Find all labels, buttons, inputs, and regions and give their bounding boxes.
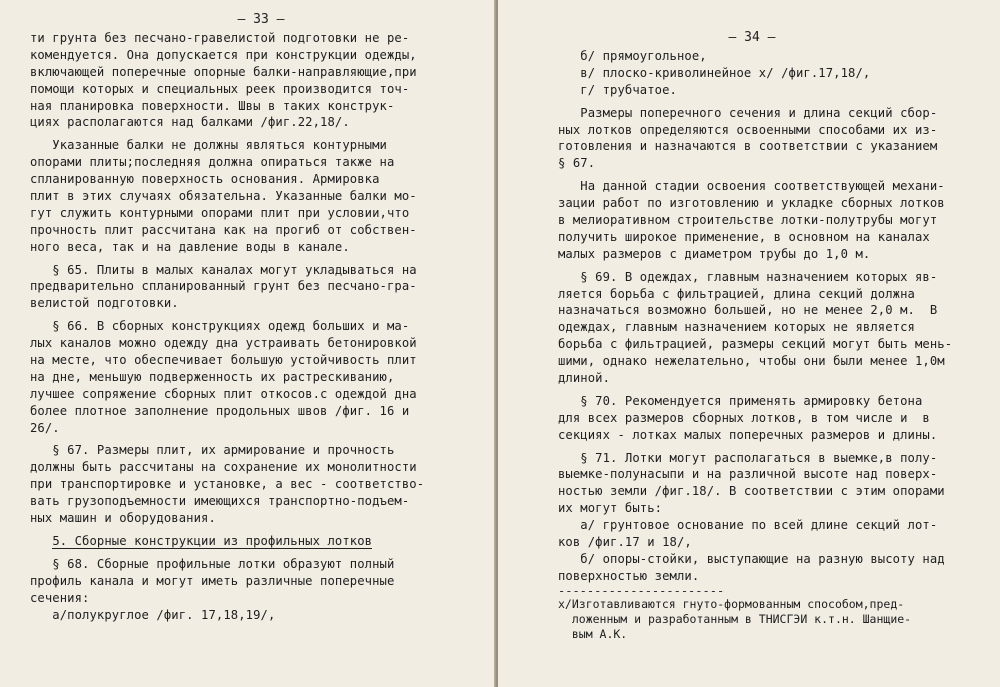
text-line: § 70. Рекомендуется применять армировку бетона — [558, 393, 923, 408]
text-line: ного веса, так и на давление воды в канале. — [30, 239, 350, 254]
left-page — [0, 0, 496, 687]
text-line: г/ трубчатое. — [558, 82, 677, 97]
text-line: б/ прямоугольное, — [558, 49, 707, 63]
text-line: предварительно спланированный грунт без песчано-гра- — [30, 279, 417, 294]
text-line: зации работ по изготовлению и укладке сборных лотков — [558, 196, 945, 211]
text-line: ностью земли /фиг.18/. В соответствии с этим опорами — [558, 484, 945, 499]
page-number: — 34 — — [728, 30, 776, 45]
text-line: ная планировка поверхности. Швы в таких конструк- — [30, 98, 395, 113]
text-line: получить широкое применение, в основном на каналах — [558, 229, 930, 244]
text-line: профиль канала и могут иметь различные поперечные — [30, 573, 395, 588]
section-heading-text: 5. Сборные конструкции из профильных лотков — [52, 533, 373, 548]
text-line: 26/. — [30, 420, 60, 435]
text-line: Размеры поперечного сечения и длина секций сбор- — [558, 105, 938, 120]
text-line: включающей поперечные опорные балки-направляющие,при — [30, 64, 417, 79]
text-line: Указанные балки не должны являться контурными — [30, 138, 387, 153]
text-line: выемке-полунасыпи и на различной высоте над поверх- — [558, 467, 938, 482]
text-line: На данной стадии освоения соответствующей механи- — [558, 179, 945, 194]
text-line: ти грунта без песчано-гравелистой подготовки не ре- — [30, 31, 410, 45]
footnote-separator: ----------------------- — [558, 583, 725, 598]
text-line: § 67. — [558, 156, 596, 171]
text-line: более плотное заполнение продольных швов /фиг. 16 и — [30, 403, 410, 418]
text-line: должны быть рассчитаны на сохранение их монолитности — [30, 460, 417, 475]
text-line: на дне, меньшую подверженность их растрескиванию, — [30, 369, 395, 384]
text-line: гут служить контурными опорами плит при условии,что — [30, 205, 410, 220]
text-line: в мелиоративном строительстве лотки-полутрубы могут — [558, 213, 938, 228]
footnote-line: ложенным и разработанным в ТНИСГЭИ к.т.н. Шанщие- — [558, 611, 912, 626]
text-line: лых каналов можно одежду дна устраивать бетонировкой — [30, 336, 417, 351]
text-line: комендуется. Она допускается при конструкции одежды, — [30, 47, 417, 62]
text-line: сечения: — [30, 590, 90, 605]
section-heading — [30, 533, 482, 550]
text-line: ков /фиг.17 и 18/, — [558, 535, 692, 550]
text-line: шими, однако нежелательно, чтобы они были менее 1,0м — [558, 354, 945, 369]
text-line: спланированную поверхность основания. Армировка — [30, 172, 380, 187]
text-line: для всех размеров сборных лотков, в том числе и в — [558, 410, 930, 425]
footnote — [558, 597, 986, 642]
text-line: длиной. — [558, 371, 611, 386]
text-line: вать грузоподъемности имеющихся транспортно-подъем- — [30, 494, 410, 509]
text-line: поверхностью земли. — [558, 568, 700, 583]
text-line: § 65. Плиты в малых каналах могут укладываться на — [30, 262, 417, 277]
text-line: на месте, что обеспечивает большую устойчивость плит — [30, 353, 417, 368]
text-line: секциях - лотках малых поперечных размеров и длины. — [558, 427, 938, 442]
text-line: одеждах, главным назначением которых не является — [558, 320, 915, 335]
text-line: лучшее сопряжение сборных плит откосов.с одеждой дна — [30, 386, 417, 401]
text-line: ных лотков определяются освоенными способами их из- — [558, 122, 938, 137]
left-page-body — [30, 30, 482, 623]
text-line: малых размеров с диаметром трубы до 1,0 м. — [558, 246, 871, 261]
footnote-line: вым А.К. — [558, 626, 628, 641]
text-line: ных машин и оборудования. — [30, 511, 216, 526]
text-line: ляется борьба с фильтрацией, длина секций должна — [558, 286, 915, 301]
text-line: назначаться возможно большей, но не менее 2,0 м. В — [558, 303, 938, 318]
right-page — [498, 0, 1000, 687]
text-line: их могут быть: — [558, 501, 663, 516]
text-line: готовления и назначаются в соответствии с указанием — [558, 139, 938, 154]
page-number: — 33 — — [237, 12, 285, 27]
text-line: § 66. В сборных конструкциях одежд больших и ма- — [30, 319, 410, 334]
text-line: опорами плиты;последняя должна опираться также на — [30, 155, 395, 170]
text-line: плит в этих случаях обязательна. Указанные балки мо- — [30, 189, 417, 204]
text-line: § 67. Размеры плит, их армирование и прочность — [30, 443, 395, 458]
text-line: § 71. Лотки могут располагаться в выемке,в полу- — [558, 450, 938, 465]
text-line: § 68. Сборные профильные лотки образуют полный — [30, 556, 395, 571]
text-line: велистой подготовки. — [30, 296, 179, 311]
right-page-body — [558, 48, 986, 585]
text-line: прочность плит рассчитана как на прогиб от собствен- — [30, 222, 417, 237]
text-line: циях располагаются над балками /фиг.22,18/. — [30, 115, 350, 130]
text-line: а/полукруглое /фиг. 17,18,19/, — [30, 607, 276, 622]
text-line: в/ плоско-криволинейное x/ /фиг.17,18/, — [558, 65, 871, 80]
text-line: § 69. В одеждах, главным назначением которых яв- — [558, 269, 938, 284]
text-line: борьба с фильтрацией, размеры секций могут быть мень- — [558, 337, 953, 352]
text-line: б/ опоры-стойки, выступающие на разную высоту над — [558, 551, 945, 566]
text-line: а/ грунтовое основание по всей длине секций лот- — [558, 518, 938, 533]
text-line: при транспортировке и установке, а вес - соответство- — [30, 477, 425, 492]
text-line: помощи которых и специальных реек производится точ- — [30, 81, 410, 96]
footnote-line: x/Изготавливаются гнуто-формованным способом,пред- — [558, 596, 905, 611]
